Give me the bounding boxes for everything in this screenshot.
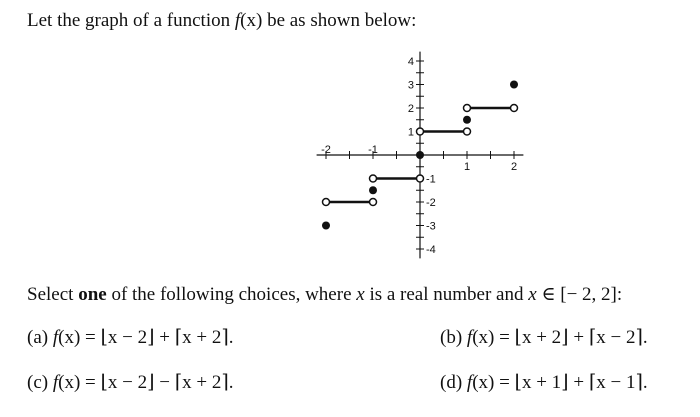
filled-point xyxy=(463,116,471,124)
open-endpoint xyxy=(464,128,471,135)
y-tick-label: -4 xyxy=(426,244,436,256)
x-tick-label: 2 xyxy=(510,161,518,173)
y-tick-label: -2 xyxy=(426,197,436,209)
x-tick-label: 1 xyxy=(463,161,471,173)
open-endpoint xyxy=(417,128,424,135)
emphasis-word: one xyxy=(78,284,107,305)
filled-point xyxy=(322,222,330,230)
open-endpoint xyxy=(511,105,518,112)
open-endpoint xyxy=(417,175,424,182)
open-endpoint xyxy=(370,199,377,206)
open-endpoint xyxy=(323,199,330,206)
instruction-text: Select one of the following choices, where x is a real number and x ∈ [− 2, 2]: xyxy=(27,284,623,305)
y-tick-label: -1 xyxy=(426,173,436,186)
x-tick-label: -2 xyxy=(321,144,331,156)
choice-b: (b) f(x) = ⌊x + 2⌋ + ⌈x − 2⌉. xyxy=(440,327,648,348)
y-tick-label: -3 xyxy=(426,220,436,233)
filled-point xyxy=(369,186,377,194)
y-tick-label: 4 xyxy=(407,56,414,68)
open-endpoint xyxy=(464,105,471,112)
x-tick-label: -1 xyxy=(368,144,378,156)
y-tick-label: 1 xyxy=(407,126,414,139)
filled-point xyxy=(416,151,424,159)
choice-a: (a) f(x) = ⌊x − 2⌋ + ⌈x + 2⌉. xyxy=(27,327,234,348)
choice-c: (c) f(x) = ⌊x − 2⌋ − ⌈x + 2⌉. xyxy=(27,372,234,393)
intro-text: Let the graph of a function f(x) be as shown below: xyxy=(27,10,417,31)
y-tick-label: 2 xyxy=(407,103,414,115)
y-tick-label: 3 xyxy=(407,79,414,92)
open-endpoint xyxy=(370,175,377,182)
choice-d: (d) f(x) = ⌊x + 1⌋ + ⌈x − 1⌉. xyxy=(440,372,648,393)
filled-point xyxy=(510,81,518,89)
